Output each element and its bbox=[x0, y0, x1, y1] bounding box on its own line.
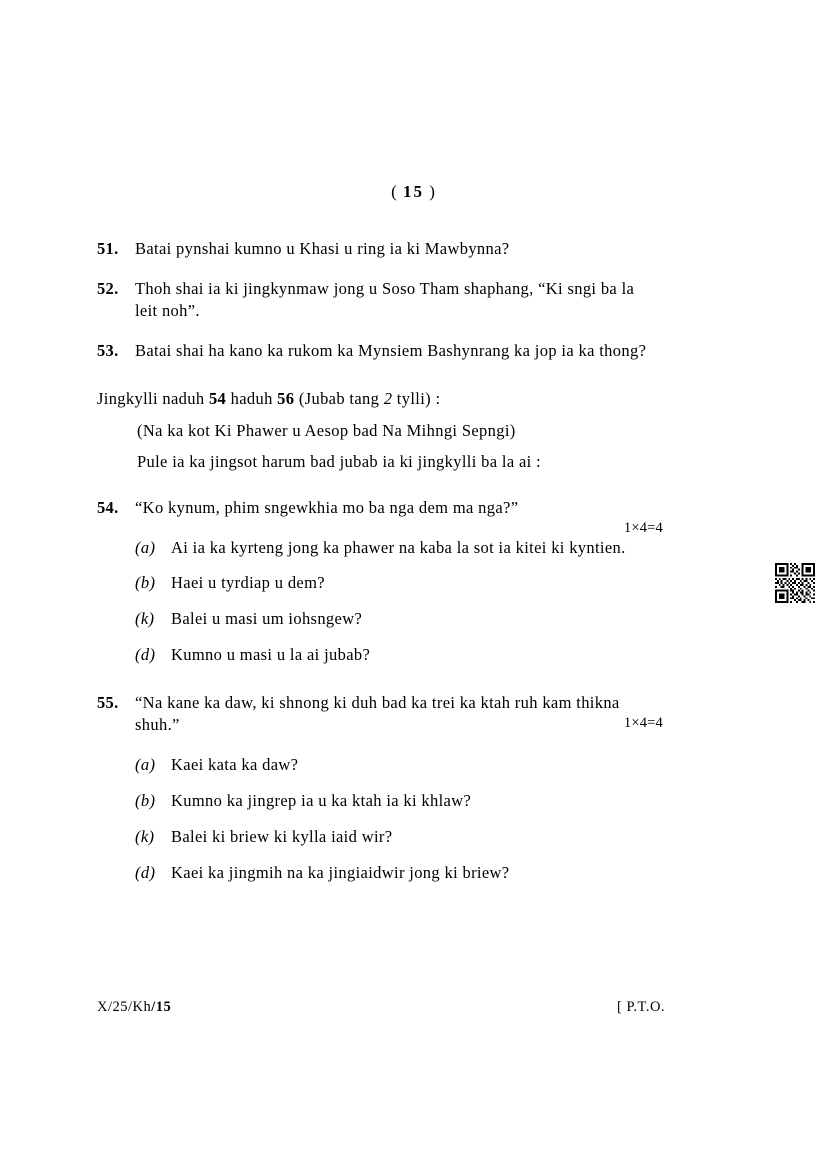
option-text: Kumno ka jingrep ia u ka ktah ia ki khlaw? bbox=[171, 791, 472, 811]
option-text: Kaei kata ka daw? bbox=[171, 755, 299, 775]
page-number bbox=[0, 182, 827, 202]
option-label: (a) bbox=[135, 755, 156, 775]
instruction-from: 54 bbox=[208, 388, 227, 408]
instruction-to: 56 bbox=[277, 388, 295, 408]
question-text: Batai shai ha kano ka rukom ka Mynsiem Bashynrang ka jop ia ka thong? bbox=[135, 340, 647, 360]
qr-code bbox=[775, 563, 815, 603]
reading-direction: Pule ia ka jingsot harum bad jubab ia ki jingkylli ba la ai : bbox=[137, 451, 541, 471]
question-text: “Ko kynum, phim sngewkhia mo ba nga dem ma nga?” bbox=[135, 497, 519, 517]
question-55-options bbox=[135, 754, 657, 884]
pto-marker: [ P.T.O. bbox=[617, 999, 666, 1015]
qr-code-icon bbox=[775, 563, 815, 603]
question-52 bbox=[97, 278, 657, 322]
instruction-post-open: (Jubab tang bbox=[294, 388, 384, 408]
question-54-options bbox=[135, 537, 657, 667]
option-text: Balei ki briew ki kylla iaid wir? bbox=[171, 827, 393, 846]
question-marks: 1×4=4 bbox=[623, 715, 663, 732]
question-55 bbox=[97, 692, 663, 736]
page-number-open: ( bbox=[391, 182, 398, 201]
paper-code bbox=[97, 999, 171, 1016]
option-label: (d) bbox=[135, 862, 156, 882]
option-b bbox=[135, 790, 657, 812]
question-number: 54. bbox=[97, 497, 119, 517]
instruction-count: 2 bbox=[383, 388, 393, 408]
page-number-value: 15 bbox=[403, 182, 424, 201]
option-text: Kaei ka jingmih na ka jingiaidwir jong ki briew? bbox=[171, 862, 510, 882]
option-label: (b) bbox=[135, 791, 156, 811]
option-b bbox=[135, 572, 657, 594]
option-text: Kumno u masi u la ai jubab? bbox=[171, 645, 371, 665]
question-list bbox=[97, 238, 663, 898]
option-label: (k) bbox=[135, 827, 155, 846]
instruction-post-close: tylli) : bbox=[392, 388, 441, 408]
option-d bbox=[135, 644, 657, 666]
option-k bbox=[135, 826, 657, 848]
question-number: 53. bbox=[97, 340, 119, 360]
option-k bbox=[135, 608, 657, 630]
instruction-mid: haduh bbox=[226, 388, 278, 408]
question-number: 55. bbox=[97, 693, 119, 713]
option-a bbox=[135, 537, 657, 559]
option-label: (d) bbox=[135, 645, 156, 665]
section-instruction bbox=[97, 388, 657, 410]
question-text: Thoh shai ia ki jingkynmaw jong u Soso Tham shaphang, “Ki sngi ba la leit noh”. bbox=[135, 278, 635, 320]
source-note: (Na ka kot Ki Phawer u Aesop bad Na Mihngi Sepngi) bbox=[137, 420, 516, 440]
question-54 bbox=[97, 497, 663, 536]
question-53 bbox=[97, 340, 657, 362]
question-number: 52. bbox=[97, 278, 119, 298]
paper-code-suffix: /15 bbox=[151, 999, 172, 1015]
paper-code-prefix: X/25/Kh bbox=[97, 999, 152, 1015]
option-label: (a) bbox=[135, 537, 156, 557]
option-d bbox=[135, 862, 657, 884]
option-text: Ai ia ka kyrteng jong ka phawer na kaba la sot ia kitei ki kyntien. bbox=[171, 537, 626, 557]
option-text: Haei u tyrdiap u dem? bbox=[171, 573, 325, 593]
page-number-close: ) bbox=[429, 182, 436, 201]
question-51 bbox=[97, 238, 657, 260]
question-number: 51. bbox=[97, 239, 119, 258]
question-text: Batai pynshai kumno u Khasi u ring ia ki Mawbynna? bbox=[135, 239, 510, 258]
option-label: (k) bbox=[135, 609, 155, 629]
option-label: (b) bbox=[135, 573, 156, 593]
question-marks: 1×4=4 bbox=[623, 519, 663, 536]
option-a bbox=[135, 754, 657, 776]
instruction-pre: Jingkylli naduh bbox=[97, 388, 209, 408]
option-text: Balei u masi um iohsngew? bbox=[171, 609, 363, 629]
question-text: “Na kane ka daw, ki shnong ki duh bad ka trei ka ktah ruh kam thikna shuh.” bbox=[135, 693, 620, 735]
